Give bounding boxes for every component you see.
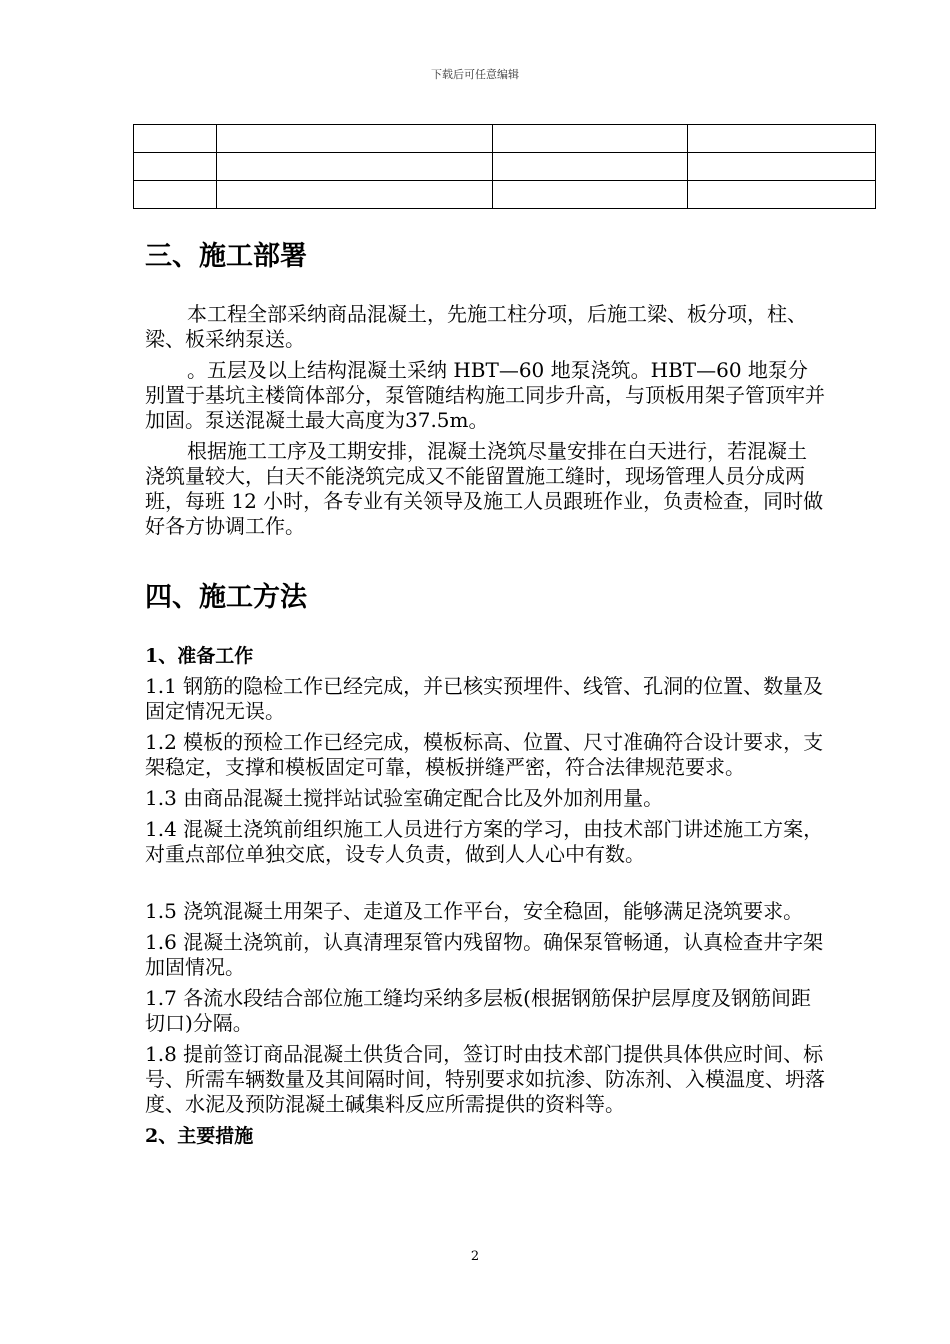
table-row (134, 125, 876, 153)
subheading-preparation: 1、准备工作 (145, 645, 254, 667)
list-item: 1.7 各流水段结合部位施工缝均采纳多层板(根据钢筋保护层厚度及钢筋间距切口)分隔。 (145, 986, 811, 1035)
header-note: 下载后可任意编辑 (431, 68, 519, 81)
table-cell (492, 181, 688, 209)
list-item: 1.5 浇筑混凝土用架子、走道及工作平台，安全稳固，能够满足浇筑要求。 (145, 899, 804, 923)
table-cell (688, 153, 876, 181)
table-cell (492, 153, 688, 181)
list-item: 1.3 由商品混凝土搅拌站试验室确定配合比及外加剂用量。 (145, 786, 664, 810)
table-cell (134, 125, 217, 153)
table-cell (216, 125, 492, 153)
paragraph: 本工程全部采纳商品混凝土，先施工柱分项，后施工梁、板分项，柱、梁、板采纳泵送。 (145, 302, 807, 351)
list-item: 1.8 提前签订商品混凝土供货合同，签订时由技术部门提供具体供应时间、标号、所需车辆数量及其间隔时间，特别要求如抗渗、防冻剂、入模温度、坍落度、水泥及预防混凝土碱集料反应所需提供的资料等。 (145, 1042, 825, 1116)
table-cell (688, 181, 876, 209)
paragraph: 根据施工工序及工期安排，混凝土浇筑尽量安排在白天进行，若混凝土浇筑量较大，白天不能浇筑完成又不能留置施工缝时，现场管理人员分成两班，每班 12 小时，各专业有关领导及施工人员跟班作业，负责检查，同时做好各方协调工作。 (145, 439, 824, 538)
table-cell (492, 125, 688, 153)
subheading-main-measures: 2、主要措施 (145, 1125, 254, 1147)
table-row (134, 181, 876, 209)
paragraph: 。五层及以上结构混凝土采纳 HBT—60 地泵浇筑。HBT—60 地泵分别置于基坑主楼筒体部分，泵管随结构施工同步升高，与顶板用架子管顶牢并加固。泵送混凝土最大高度为37.5m。 (145, 358, 825, 432)
table-cell (134, 153, 217, 181)
list-item: 1.2 模板的预检工作已经完成，模板标高、位置、尺寸准确符合设计要求，支架稳定，支撑和模板固定可靠，模板拼缝严密，符合法律规范要求。 (145, 730, 824, 779)
section-heading-method: 四、施工方法 (145, 582, 307, 613)
section-heading-deployment: 三、施工部署 (145, 241, 307, 272)
list-item: 1.6 混凝土浇筑前，认真清理泵管内残留物。确保泵管畅通，认真检查井字架加固情况。 (145, 930, 824, 979)
blank-table (133, 124, 876, 209)
page-number: 2 (470, 1249, 480, 1264)
list-item: 1.1 钢筋的隐检工作已经完成，并已核实预埋件、线管、孔洞的位置、数量及固定情况无误。 (145, 674, 824, 723)
list-item: 1.4 混凝土浇筑前组织施工人员进行方案的学习，由技术部门讲述施工方案，对重点部位单独交底，设专人负责，做到人人心中有数。 (145, 817, 824, 866)
table-cell (134, 181, 217, 209)
table-row (134, 153, 876, 181)
table-cell (688, 125, 876, 153)
table-cell (216, 153, 492, 181)
table-cell (216, 181, 492, 209)
document-body (145, 232, 825, 1149)
